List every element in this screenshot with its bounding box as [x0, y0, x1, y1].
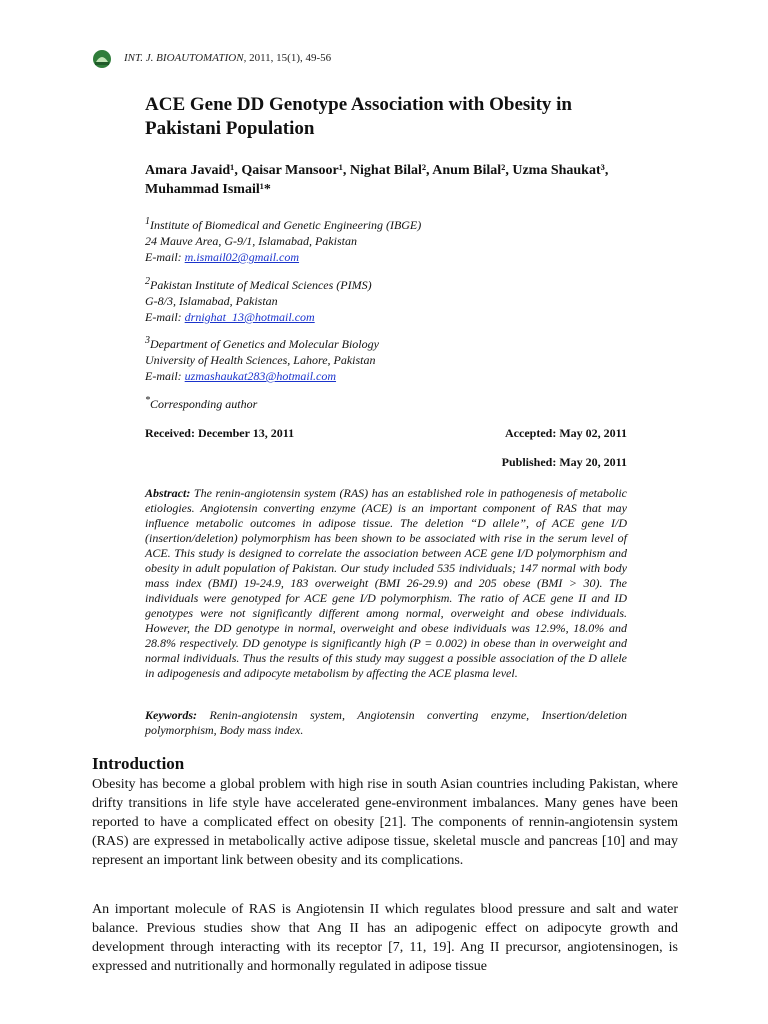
- introduction-paragraph-1: Obesity has become a global problem with high rise in south Asian countries including Pakistan, where drifty transitions in life style have accelerated gene-environment imbalances. Many genes have been reported to have a complicated effect on obesity [21]. The components of rennin-angiotensin system (RAS) are expressed in metabolically active adipose tissue, skeletal muscle and pancreas [10] and may represent an important link between obesity and its complications.: [92, 777, 678, 868]
- email-link-2[interactable]: drnighat_13@hotmail.com: [184, 310, 315, 324]
- affiliation-1: $^1$Institute of Biomedical and Genetic Engineering (IBGE) 24 Mauve Area, G-9/1, Islamabad, Pakistan E-mail: m.ismail02@gmail.com: [145, 216, 422, 264]
- published-date: Published: May 20, 2011: [501, 455, 627, 469]
- author-list: Amara Javaid¹, Qaisar Mansoor¹, Nighat Bilal², Anum Bilal², Uzma Shaukat³, Muhammad Ismail¹*: [145, 163, 609, 197]
- accepted-date: Accepted: May 02, 2011: [505, 426, 627, 440]
- paper-title: ACE Gene DD Genotype Association with Obesity in Pakistani Population: [145, 94, 572, 139]
- introduction-paragraph-2: An important molecule of RAS is Angiotensin II which regulates blood pressure and salt and water balance. Previous studies show that Ang II has an adipogenic effect on adipocyte growth and development through interacting with its receptor [7, 11, 19]. Ang II precursor, angiotensinogen, is expressed and nutritionally and hormonally regulated in adipose tissue: [92, 902, 678, 974]
- email-link-1[interactable]: m.ismail02@gmail.com: [184, 250, 300, 264]
- journal-header: [92, 49, 692, 73]
- keywords: Keywords: Renin-angiotensin system, Angiotensin converting enzyme, Insertion/deletion polymorphism, Body mass index.: [145, 708, 627, 737]
- affiliation-2: $^2$Pakistan Institute of Medical Sciences (PIMS) G-8/3, Islamabad, Pakistan E-mail: drnighat_13@hotmail.com: [145, 276, 372, 324]
- abstract: Abstract: The renin-angiotensin system (RAS) has an established role in pathogenesis of metabolic etiologies. Angiotensin converting enzyme (ACE) is an important component of RAS that may influence metabolic outcomes in adipose tissue. The deletion “D allele”, of ACE gene I/D (insertion/deletion) polymorphism has been shown to be associated with rise in the serum level of ACE. This study is designed to correlate the association between ACE gene I/D polymorphism and obesity in adult population of Pakistan. Our study included 535 individuals; 147 normal with body mass index (BMI) 19-24.9, 183 overweight (BMI 26-29.9) and 205 obese (BMI > 30). The individuals were genotyped for ACE gene I/D polymorphism. The ratio of ACE gene II and ID genotypes were not significantly different among normal, overweight and obese individuals. However, the DD genotype in normal, overweight and obese individuals was 12.9%, 18.0% and 28.8% respectively. DD genotype is significantly high (P = 0.002) in obese than in overweight and normal individuals. Thus the results of this study may suggest a possible association of the D allele in adipogenesis and adipocyte metabolism by affecting the ACE plasma level.: [145, 486, 627, 680]
- corresponding-author-note: *Corresponding author: [145, 395, 258, 411]
- received-accepted-dates: [145, 426, 627, 441]
- introduction-heading: Introduction: [92, 754, 185, 773]
- email-link-3[interactable]: uzmashaukat283@hotmail.com: [184, 369, 337, 383]
- journal-logo-icon: [92, 49, 112, 69]
- affiliation-3: $^3$Department of Genetics and Molecular Biology University of Health Sciences, Lahore, Pakistan E-mail: uzmashaukat283@hotmail.com: [145, 335, 379, 383]
- journal-citation: INT. J. BIOAUTOMATION, 2011, 15(1), 49-56: [124, 52, 332, 64]
- received-date: Received: December 13, 2011: [145, 426, 295, 440]
